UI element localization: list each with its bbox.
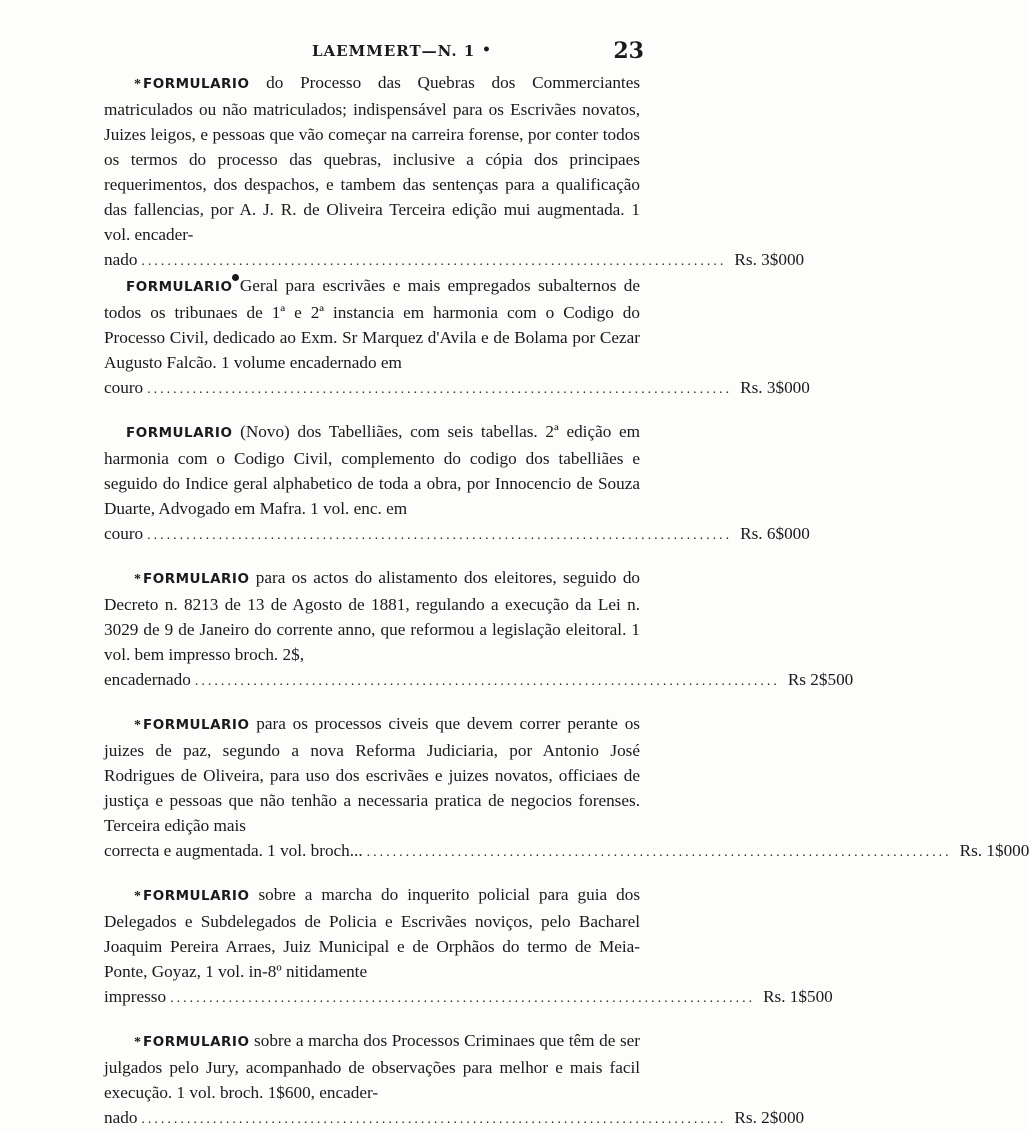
entry-price-line: [104, 838, 1029, 865]
entry-description: para os processos civeis que devem correr perante os juizes de paz, segundo a nova Reforma Judiciaria, por Antonio José Rodrigues de Oliveira, para uso dos escrivães e juizes novatos, officiaes de justiça e pessoas que não tenhão a necessaria pratica de negocios forenses. Terceira edição mais: [104, 714, 640, 835]
entry-tail: couro: [104, 524, 144, 543]
entry-tail: correcta e augmentada. 1 vol. broch...: [104, 841, 363, 860]
catalog-entry: [104, 70, 805, 274]
running-head-title: LAEMMERT—N. 1: [312, 42, 476, 60]
dot-leaders: ..........................................................................................: [141, 254, 727, 269]
asterisk-marker: *: [134, 718, 141, 733]
dot-leaders: ..........................................................................................: [194, 674, 780, 689]
entry-price-line: [104, 247, 805, 274]
entry-lead-word: FORMULARIO: [143, 888, 250, 904]
entry-description: para os actos do alistamento dos eleitores, seguido do Decreto n. 8213 de 13 de Agosto de 1881, regulando a execução da Lei n. 3029 de 9 de Janeiro do corrente anno, que reformou a legislação eleitoral. 1 vol. bem impresso broch. 2$,: [104, 568, 641, 664]
entry-price: Rs. 2$000: [734, 1108, 805, 1127]
entry-description: sobre a marcha dos Processos Criminaes que têm de ser julgados pelo Jury, acompanhado de observações para melhor e mais facil execução. 1 vol. broch. 1$600, encader-: [104, 1031, 641, 1102]
catalog-entry: [104, 711, 1029, 865]
dot-leaders: ..........................................................................................: [147, 382, 733, 397]
asterisk-marker: *: [134, 572, 141, 587]
entry-tail: nado: [104, 250, 138, 269]
dot-leaders: ..........................................................................................: [366, 845, 952, 860]
entry-description: sobre a marcha do inquerito policial para guia dos Delegados e Subdelegados de Policia e Escrivães noviços, pelo Bacharel Joaquim Pereira Arraes, Juiz Municipal e de Orphãos do termo de Meia-Ponte, Goyaz, 1 vol. in-8º nitidamente: [104, 885, 641, 981]
entry-lead-word: FORMULARIO: [126, 425, 233, 441]
catalog-entry: [104, 565, 854, 694]
entry-tail: couro: [104, 378, 144, 397]
running-head-mark: •: [482, 42, 491, 58]
entry-tail: encadernado: [104, 670, 191, 689]
dot-leaders: ..........................................................................................: [170, 991, 756, 1006]
entry-price: Rs. 1$000: [959, 841, 1029, 860]
entry-description: Geral para escrivães e mais empregados subalternos de todos os tribunaes de 1ª e 2ª instancia em harmonia com o Codigo do Processo Civil, dedicado ao Exm. Sr Marquez d'Avila e de Bolama por Cezar Augusto Falcão. 1 volume encadernado em: [104, 276, 640, 372]
entry-price-line: [104, 984, 833, 1011]
entry-lead-word: FORMULARIO: [143, 76, 250, 92]
catalog-entry: [104, 419, 810, 548]
entry-lead-word: FORMULARIO: [126, 279, 233, 295]
entry-tail: impresso: [104, 987, 167, 1006]
entry-price: Rs. 6$000: [740, 524, 810, 543]
catalog-entries: [104, 70, 1029, 1132]
entry-price: Rs. 3$000: [740, 378, 810, 397]
dot-leaders: ..........................................................................................: [147, 528, 733, 543]
asterisk-marker: *: [134, 1035, 141, 1050]
entry-price: Rs. 3$000: [734, 250, 805, 269]
dot-leaders: ..........................................................................................: [141, 1112, 727, 1127]
entry-description: do Processo das Quebras dos Commerciantes matriculados ou não matriculados; indispensável para os Escrivães novatos, Juizes leigos, e pessoas que vão começar na carreira forense, por conter todos os termos do processo das quebras, inclusive a cópia dos principaes requerimentos, dos despachos, e tambem das sentenças para a qualificação das fallencias, por A. J. R. de Oliveira Terceira edição mui augmentada. 1 vol. encader-: [104, 73, 641, 244]
entry-description: (Novo) dos Tabelliães, com seis tabellas. 2ª edição em harmonia com o Codigo Civil, complemento do codigo dos tabelliães e seguido do Indice geral alphabetico de toda a obra, por Innocencio de Souza Duarte, Advogado em Mafra. 1 vol. enc. em: [104, 422, 640, 518]
catalog-entry: [104, 273, 810, 402]
entry-lead-word: FORMULARIO: [143, 1034, 250, 1050]
catalog-entry: [104, 1028, 805, 1132]
entry-price-line: [104, 1105, 805, 1132]
entry-price: Rs 2$500: [787, 670, 854, 689]
asterisk-marker: *: [134, 77, 141, 92]
entry-price: Rs. 1$500: [763, 987, 833, 1006]
entry-lead-word: FORMULARIO: [143, 717, 250, 733]
running-head: [0, 38, 704, 66]
page-number: 23: [613, 38, 644, 64]
entry-lead-word: FORMULARIO: [143, 571, 250, 587]
entry-price-line: [104, 667, 854, 694]
entry-price-line: [104, 521, 810, 548]
catalog-entry: [104, 882, 833, 1011]
entry-price-line: [104, 375, 810, 402]
entry-tail: nado: [104, 1108, 138, 1127]
asterisk-marker: *: [134, 889, 141, 904]
